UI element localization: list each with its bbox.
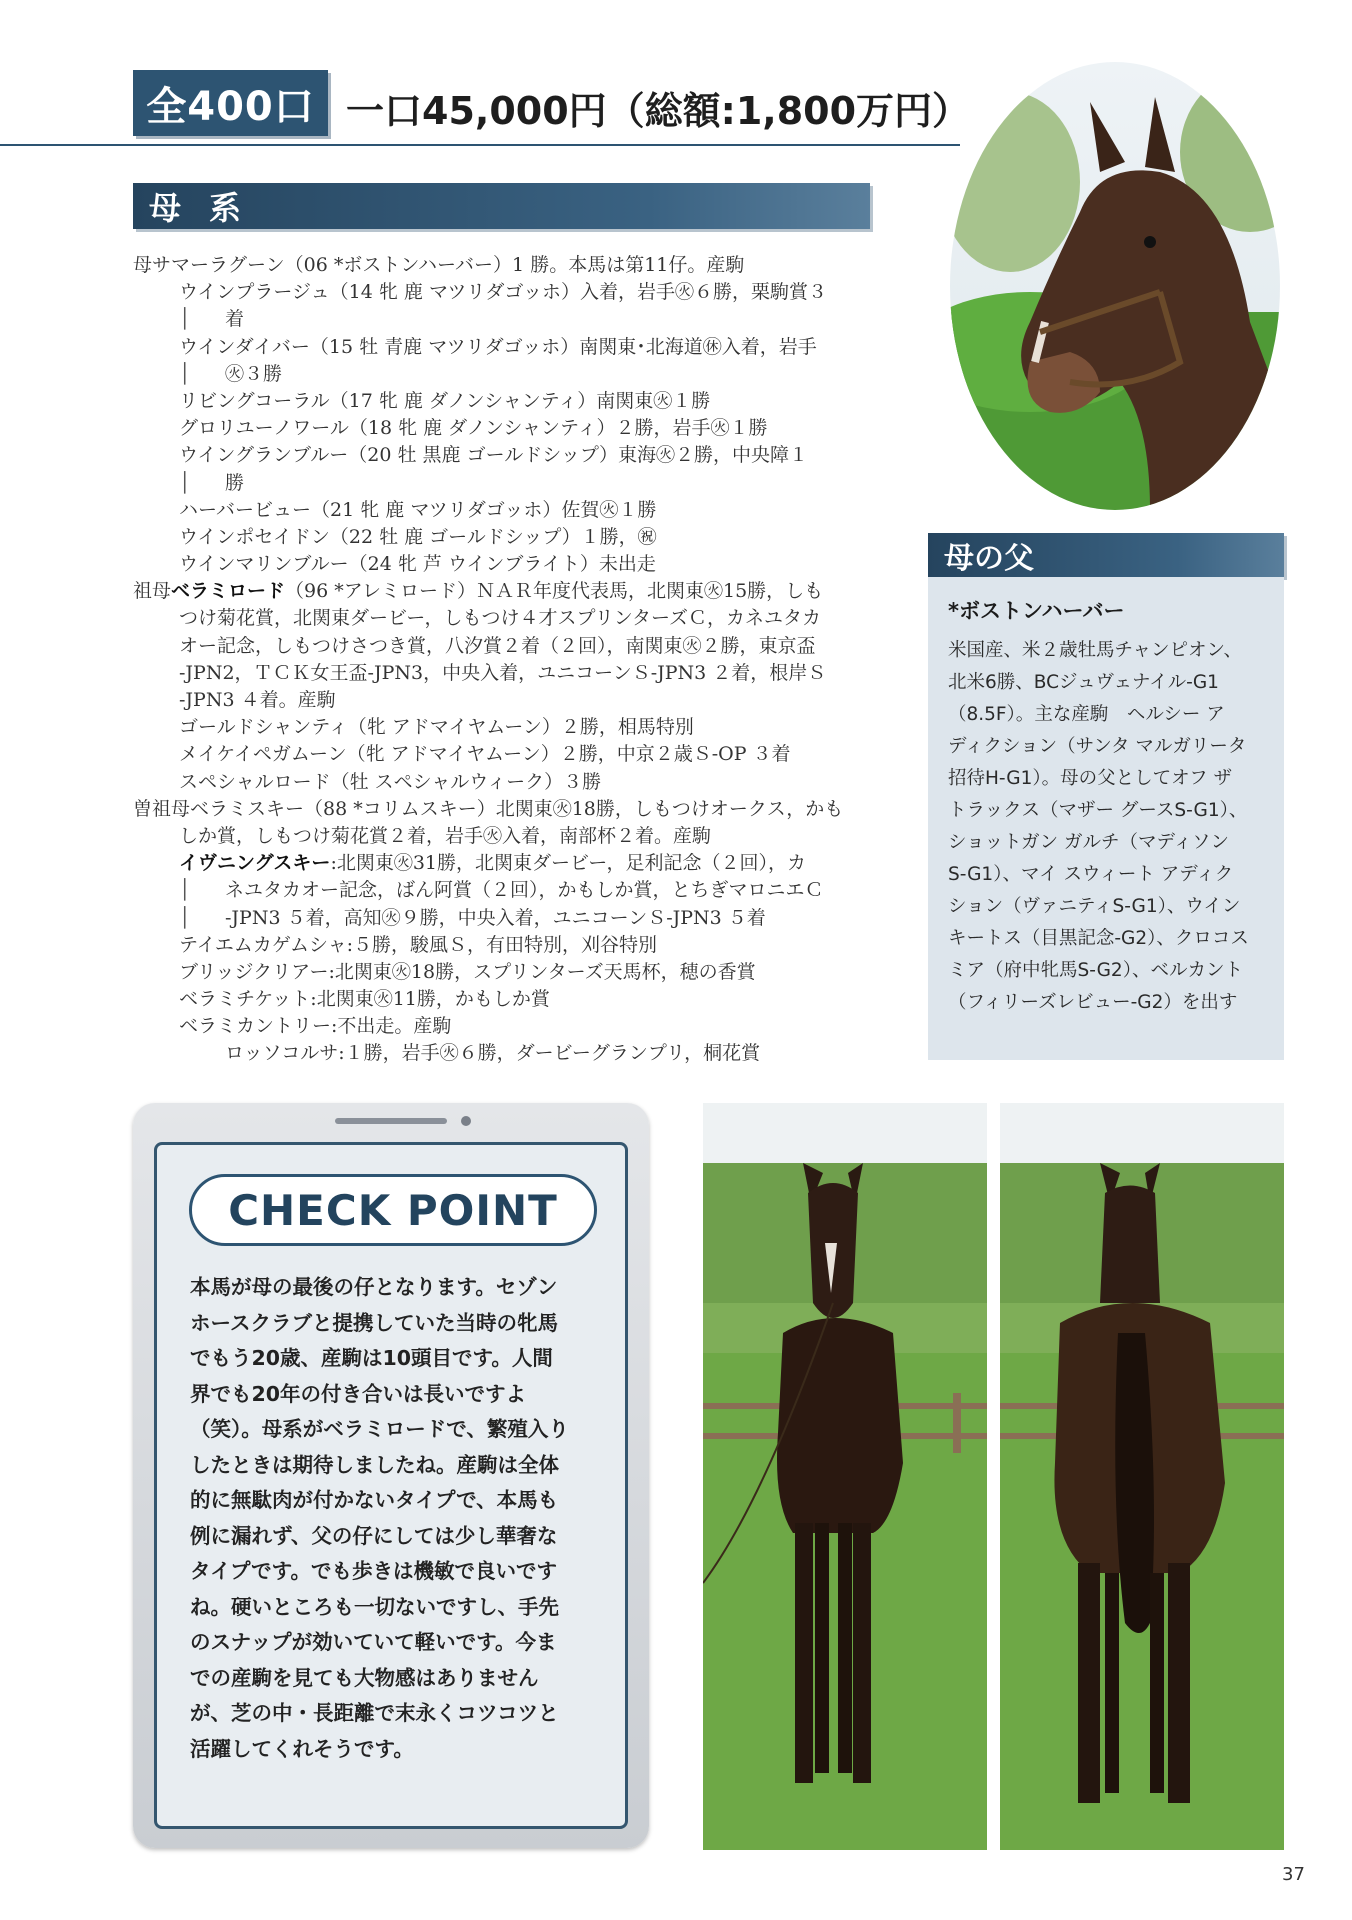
pedigree-text: ㊋３勝 [225,362,283,385]
pedigree-line [133,252,880,279]
pedigree-text: -JPN3 ５着，高知㊋９勝，中央入着，ユニコーンＳ-JPN3 ５着 [225,906,766,929]
pedigree-line [133,741,880,768]
pedigree-text: ゴールドシャンティ（牝 アドマイヤムーン）２勝，相馬特別 [179,716,694,739]
pedigree-line [133,823,880,850]
pedigree-line [133,497,880,524]
check-point-line: のスナップが効いていて軽いです。今ま [190,1630,557,1654]
pedigree-text: -JPN2，ＴＣＫ女王盃-JPN3，中央入着，ユニコーンＳ-JPN3 ２着，根岸Ｓ [179,661,827,684]
pedigree-text: つけ菊花賞，北関東ダービー，しもつけ４才スプリンターズＣ，カネユタカ [179,607,822,630]
damsire-line: S-G1）、マイ スウィート アディク [948,864,1234,885]
pedigree-text: ウインプラージュ（14 牝 鹿 マツリダゴッホ）入着，岩手㊋６勝，栗駒賞３ [179,281,828,304]
pedigree-text: ベラミチケット:北関東㊋11勝，かもしか賞 [179,988,550,1011]
pedigree-line [133,877,880,904]
tablet-camera [461,1116,471,1126]
check-point-line: 本馬が母の最後の仔となります。セゾン [190,1275,558,1299]
horse-head-photo [950,62,1280,510]
check-point-line: が、芝の中・長距離で末永くコツコツと [190,1701,559,1725]
pedigree-line [133,361,880,388]
pedigree-branch-line: │ [179,308,191,331]
check-point-line: ホースクラブと提携していた当時の牝馬 [190,1310,558,1335]
pedigree-line [133,769,880,796]
damsire-name: *ボストンハーバー [948,599,1125,623]
pedigree-line [133,470,880,497]
pedigree-text: ウインダイバー（15 牡 青鹿 マツリダゴッホ）南関東･北海道㊡入着，岩手 [179,335,817,358]
pedigree-text: 祖母 [133,580,172,603]
pedigree-line [133,986,880,1013]
pedigree-text: テイエムカゲムシャ:５勝，駿風Ｓ，有田特別，刈谷特別 [179,933,657,956]
damsire-line: （フィリーズレビュー-G2）を出す [948,992,1238,1013]
pedigree-line [133,306,880,333]
pedigree-branch-line: │ [179,879,191,902]
pedigree-bold-name: ベラミロード [171,580,286,603]
pedigree-list [133,252,880,1068]
damsire-line: キートス（目黒記念-G2）、クロコス [948,928,1249,949]
pedigree-branch-line: │ [179,906,191,929]
check-point-title: CHECK POINT [189,1174,597,1246]
pedigree-line [133,850,880,877]
pedigree-line [133,1013,880,1040]
pedigree-text: オー記念，しもつけさつき賞，八汐賞２着（２回），南関東㊋２勝，東京盃 [179,634,816,657]
pedigree-line [133,959,880,986]
pedigree-text: ベラミカントリー:不出走。産駒 [179,1015,452,1038]
pedigree-text: ブリッジクリアー:北関東㊋18勝，スプリンターズ天馬杯，穂の香賞 [179,960,756,983]
damsire-line: ミア（府中牝馬S-G2）、ベルカント [948,960,1243,981]
damsire-line: （8.5F）。主な産駒 ヘルシー ア [948,704,1225,725]
pedigree-text: メイケイペガムーン（牝 アドマイヤムーン）２勝，中京２歳Ｓ-OP ３着 [179,743,791,766]
pedigree-text: ウイングランブルー（20 牡 黒鹿 ゴールドシップ）東海㊋２勝，中央障１ [179,444,809,467]
pedigree-text: ウインマリンブルー（24 牝 芦 ウインブライト）未出走 [179,553,656,576]
pedigree-line [133,415,880,442]
pedigree-text: 母サマーラグーン [133,254,285,276]
horse-rear-photo [1000,1103,1284,1850]
pedigree-text: :北関東㊋31勝，北関東ダービー，足利記念（２回），カ [330,852,806,875]
check-point-line: 例に漏れず、父の仔にしては少し華奢な [190,1523,558,1548]
price-text: 一口45,000円（総額:1,800万円） [346,89,971,133]
damsire-line: トラックス（マザー グースS-G1）、 [948,800,1248,821]
check-point-line: 的に無駄肉が付かないタイプで、本馬も [190,1488,559,1512]
check-point-line: での産駒を見ても大物感はありません [190,1665,539,1690]
damsire-line: ショットガン ガルチ（マディソン [948,832,1229,853]
pedigree-line [133,442,880,469]
pedigree-line [133,687,880,714]
damsire-section-title: 母の父 [928,533,1284,577]
pedigree-text: ハーバービュー（21 牝 鹿 マツリダゴッホ）佐賀㊋１勝 [179,498,657,521]
damsire-line: 米国産、米２歳牡馬チャンピオン、 [948,640,1242,661]
pedigree-text: （96 *アレミロード）ＮＡＲ年度代表馬，北関東㊋15勝，しも [285,580,824,603]
header-rule [0,144,960,146]
damsire-line: ション（ヴァニティS-G1）、ウイン [948,896,1241,917]
check-point-line: ね。硬いところも一切ないですし、手先 [190,1594,559,1619]
damsire-line: ディクション（サンタ マルガリータ [948,736,1247,757]
pedigree-text: 曽祖母ベラミスキー（88 *コリムスキー）北関東㊋18勝，しもつけオークス，かも [133,797,844,820]
horse-front-photo [703,1103,987,1850]
pedigree-text: しか賞，しもつけ菊花賞２着，岩手㊋入着，南部杯２着。産駒 [179,824,712,847]
pedigree-text: （06 *ボストンハーバー）1 勝。本馬は第11仔。産駒 [284,254,745,276]
pedigree-line [133,524,880,551]
pedigree-text: 着 [225,308,245,331]
pedigree-line [133,334,880,361]
pedigree-line [133,551,880,578]
check-point-line: 界でも20年の付き合いは長いですよ [190,1381,527,1406]
check-point-line: したときは期待しましたね。産駒は全体 [190,1452,559,1477]
tablet-speaker [335,1118,447,1124]
pedigree-text: リビングコーラル（17 牝 鹿 ダノンシャンティ）南関東㊋１勝 [179,389,711,412]
pedigree-branch-line: │ [179,471,191,494]
units-badge: 全400口 [133,70,328,136]
pedigree-text: 勝 [225,471,245,494]
pedigree-line [133,578,880,605]
check-point-text [190,1270,600,1767]
pedigree-line [133,1040,880,1067]
damsire-box [928,577,1284,1060]
pedigree-line [133,932,880,959]
damsire-line: 北米6勝、BCジュヴェナイル-G1 [948,672,1219,693]
pedigree-text: ロッソコルサ:１勝，岩手㊋６勝，ダービーグランプリ，桐花賞 [225,1042,761,1065]
pedigree-text: スペシャルロード（牡 スペシャルウィーク）３勝 [179,770,602,793]
pedigree-line [133,660,880,687]
damsire-line: 招待H-G1）。母の父としてオフ ザ [948,768,1232,789]
pedigree-line [133,633,880,660]
check-point-line: （笑）。母系がベラミロードで、繁殖入り [190,1417,569,1441]
pedigree-text: -JPN3 ４着。産駒 [179,689,336,711]
pedigree-text: グロリユーノワール（18 牝 鹿 ダノンシャンティ）２勝，岩手㊋１勝 [179,417,768,440]
pedigree-bold-name: イヴニングスキー [179,852,331,875]
pedigree-text: ウインポセイドン（22 牡 鹿 ゴールドシップ）１勝，㊗ [179,525,657,548]
dam-section-title: 母系 [133,183,870,229]
pedigree-line [133,796,880,823]
damsire-description [948,635,1264,1019]
check-point-line: でもう20歳、産駒は10頭目です。人間 [190,1346,553,1370]
pedigree-text: ネユタカオー記念，ばん阿賞（２回），かもしか賞，とちぎマロニエＣ [225,879,824,902]
pedigree-line [133,905,880,932]
pedigree-line [133,279,880,306]
check-point-line: タイプです。でも歩きは機敏で良いです [190,1559,557,1583]
pedigree-line [133,388,880,415]
check-point-line: 活躍してくれそうです。 [190,1736,414,1761]
pedigree-line [133,605,880,632]
pedigree-branch-line: │ [179,362,191,385]
pedigree-line [133,714,880,741]
page-number: 37 [1282,1864,1305,1885]
